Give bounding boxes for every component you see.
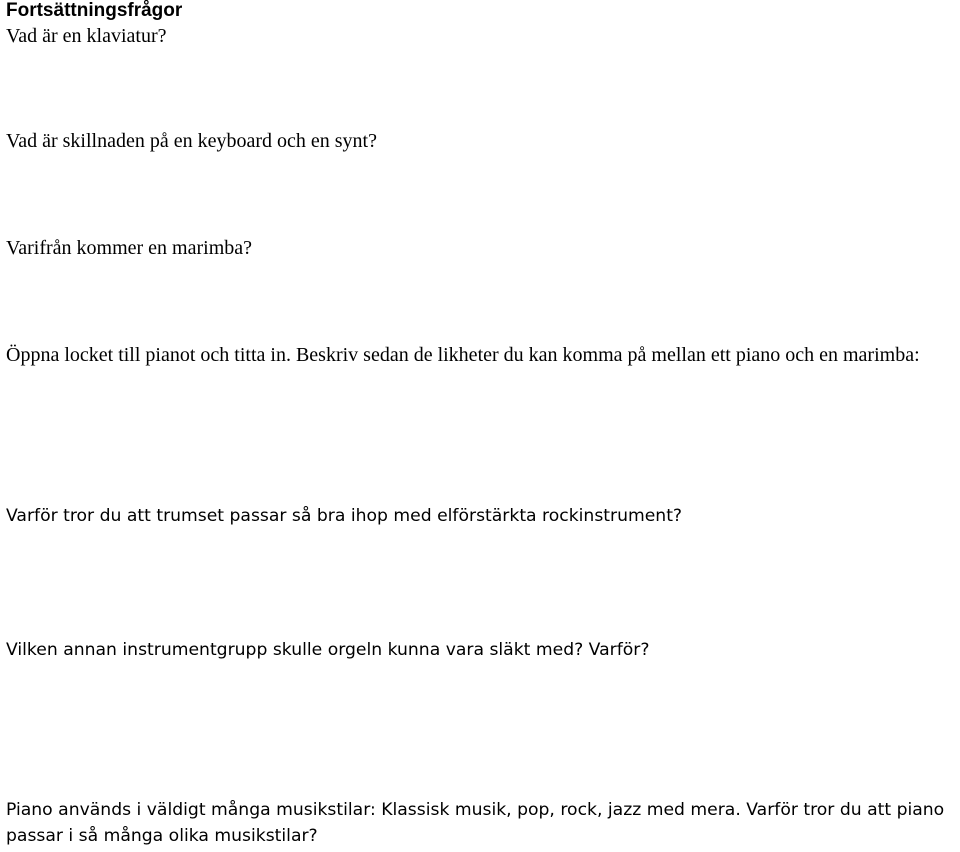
section-heading: Fortsättningsfrågor [6, 0, 183, 21]
question-2: Vad är skillnaden på en keyboard och en synt? [6, 130, 377, 152]
question-7: Piano används i väldigt många musikstilar: Klassisk musik, pop, rock, jazz med mera. Varför tror du att piano passar i så många olika musikstilar? [6, 800, 945, 846]
question-1: Vad är en klaviatur? [6, 25, 167, 47]
question-6: Vilken annan instrumentgrupp skulle orgeln kunna vara släkt med? Varför? [6, 640, 650, 660]
question-5: Varför tror du att trumset passar så bra ihop med elförstärkta rockinstrument? [6, 506, 683, 526]
question-4: Öppna locket till pianot och titta in. Beskriv sedan de likheter du kan komma på mellan ett piano och en marimba: [6, 344, 920, 366]
question-3: Varifrån kommer en marimba? [6, 237, 253, 259]
